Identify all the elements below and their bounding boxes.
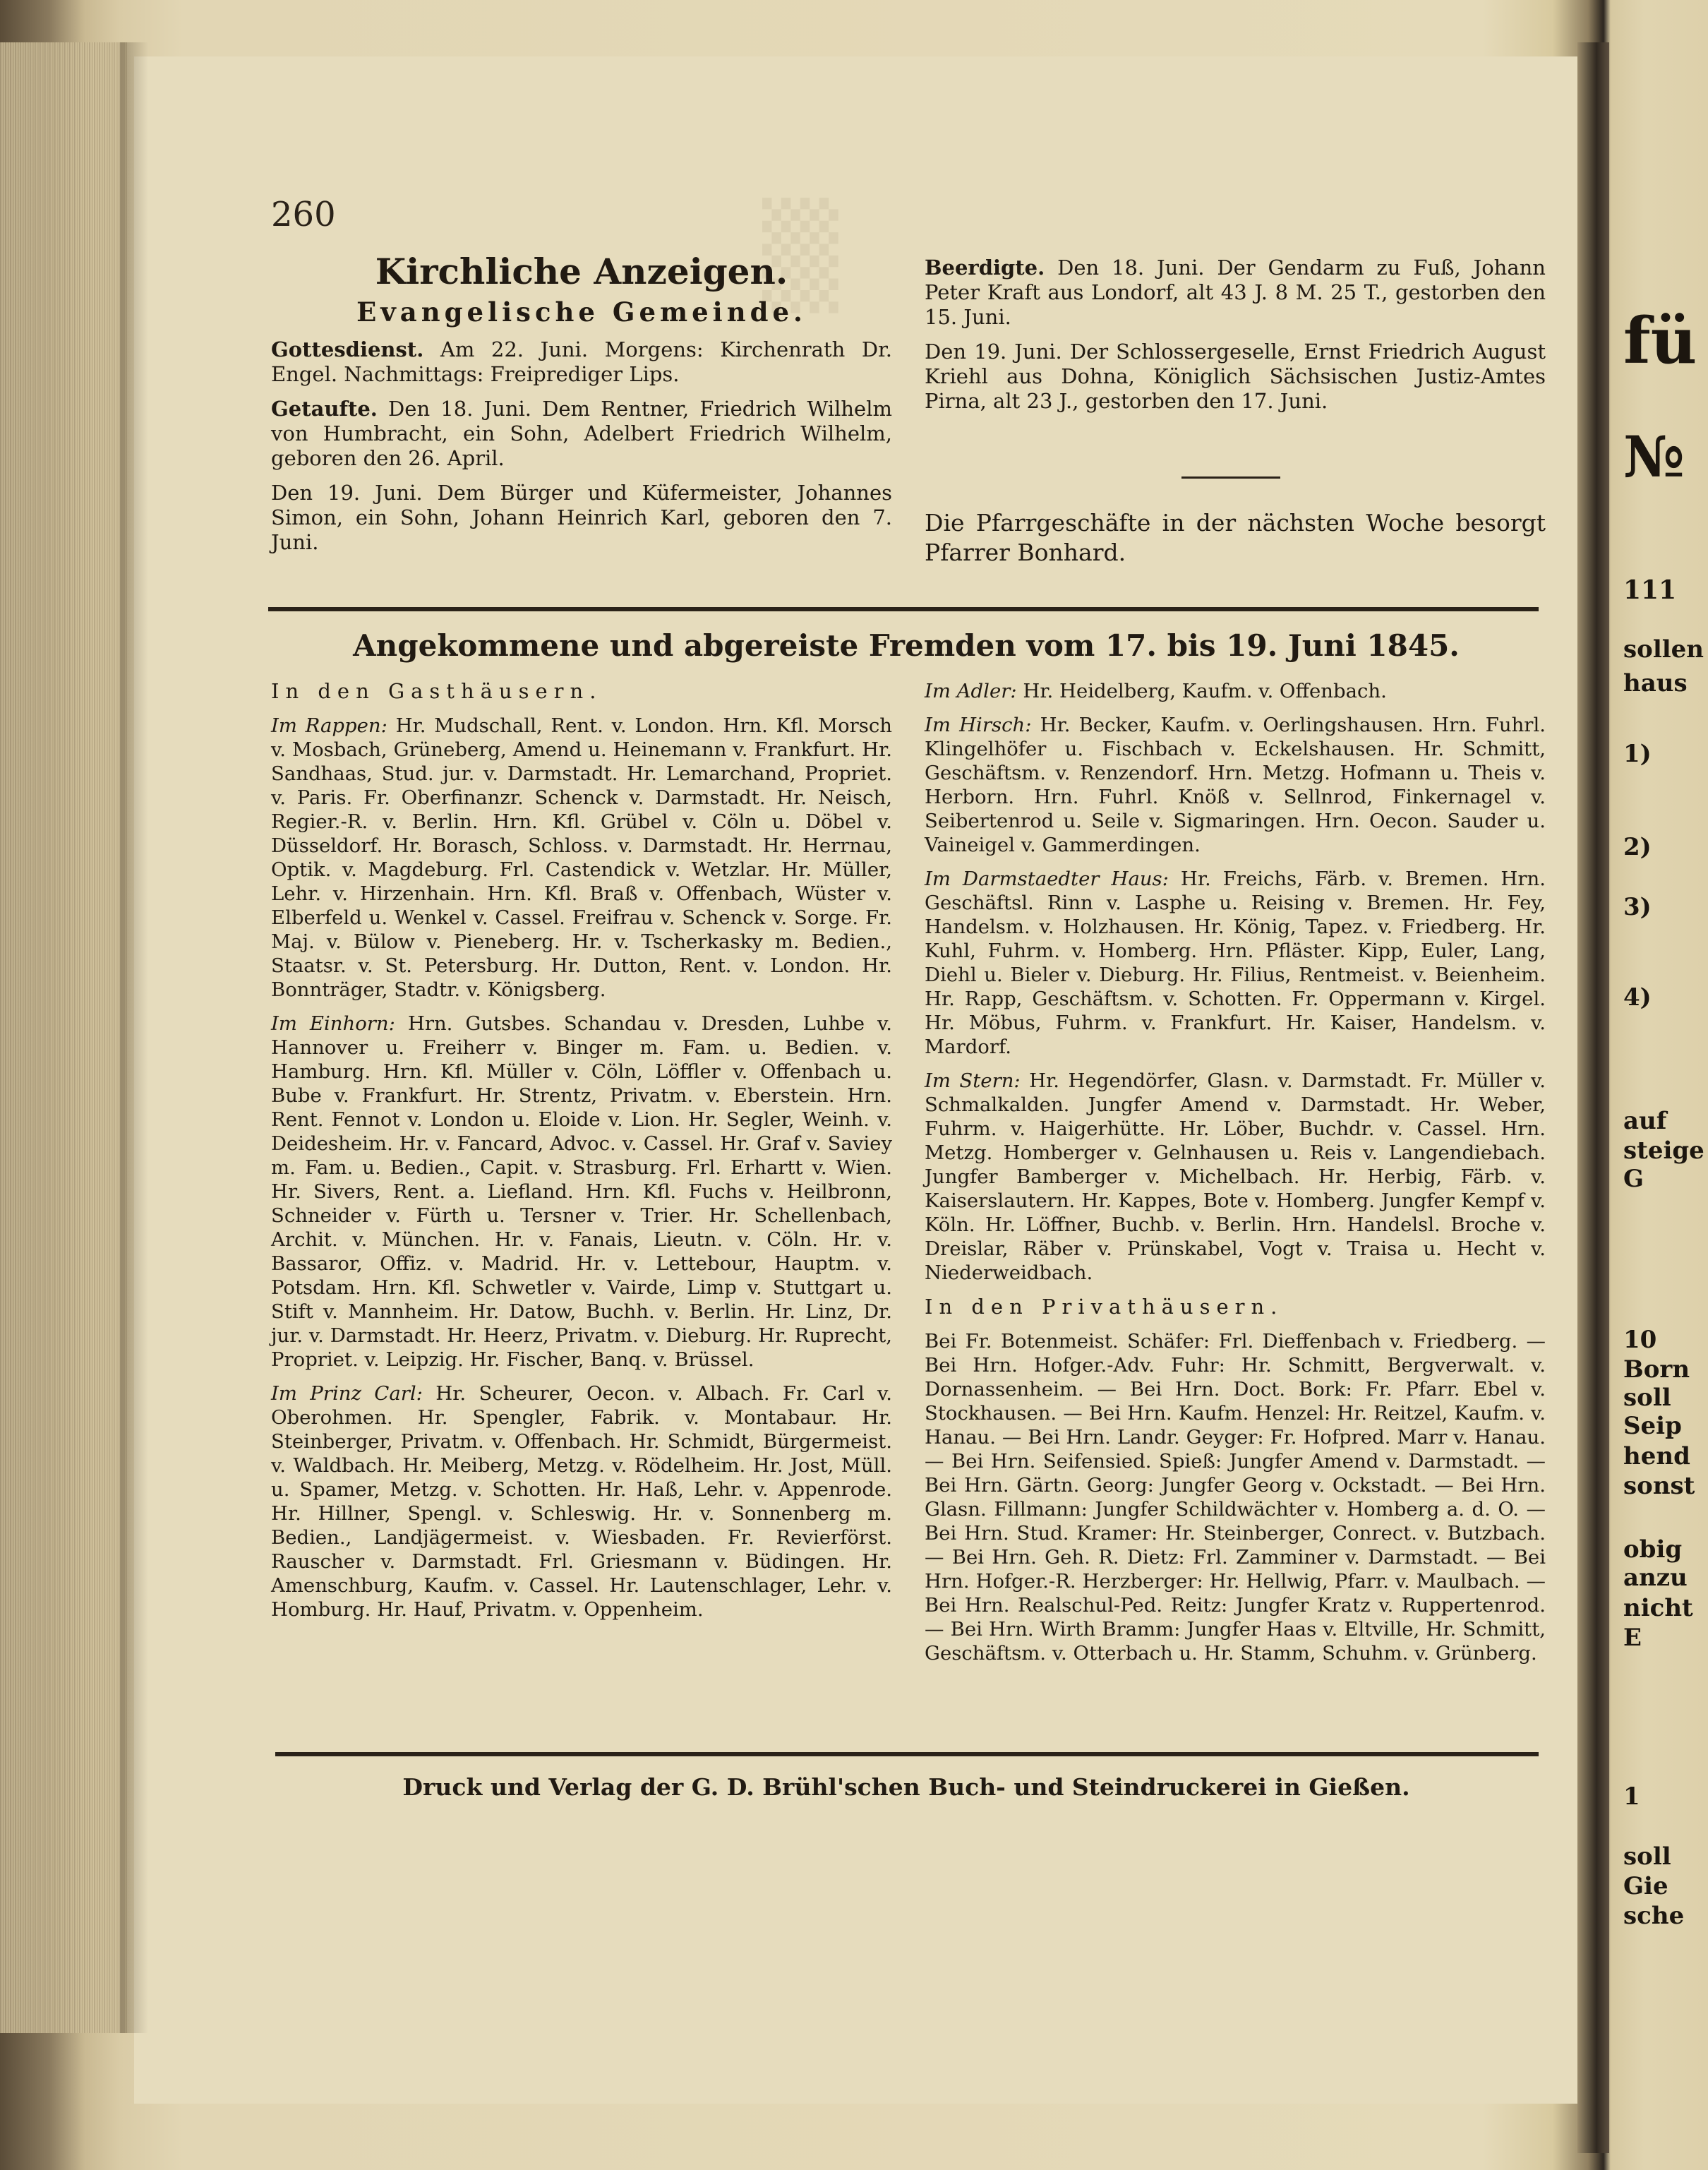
notice-paragraph bbox=[925, 256, 1546, 330]
facing-fragment: auf bbox=[1623, 1107, 1667, 1135]
hotel-guests: Hr. Heidelberg, Kaufm. v. Offenbach. bbox=[1016, 680, 1387, 702]
section-rule-left bbox=[268, 607, 939, 611]
facing-fragment: 111 bbox=[1623, 575, 1677, 605]
notice-lead: Gottesdienst. bbox=[271, 337, 424, 361]
facing-fragment: 1 bbox=[1623, 1782, 1640, 1811]
facing-fragment: soll bbox=[1623, 1842, 1671, 1871]
facing-fragment: sche bbox=[1623, 1902, 1685, 1930]
facing-fragment: soll bbox=[1623, 1384, 1671, 1412]
facing-fragment: anzu bbox=[1623, 1564, 1688, 1592]
facing-fragment: fü bbox=[1623, 304, 1697, 378]
hotel-name: Im Stern: bbox=[925, 1069, 1021, 1092]
facing-fragment: 3) bbox=[1623, 893, 1652, 921]
hotel-name: Im Prinz Carl: bbox=[271, 1382, 423, 1405]
pastor-note bbox=[925, 508, 1546, 577]
facing-fragment: steige bbox=[1623, 1137, 1704, 1165]
page-shadow bbox=[120, 42, 148, 2033]
church-notices-column bbox=[271, 251, 892, 565]
privathaeuser-heading: In den Privathäusern. bbox=[925, 1295, 1284, 1319]
short-divider bbox=[1181, 476, 1280, 479]
hotel-guests: Hr. Hegendörfer, Glasn. v. Darmstadt. Fr. Müller v. Schmalkalden. Jungfer Amend v. Darmstadt. Hr. Weber, Fuhrm. v. Haigerhütte. Hr. Löber, Buchdr. v. Cassel. Hrn. Metzg. Homberger v. Gelnhausen u. Reis v. Langendiebach. Jungfer Bamberger v. Michelbach. Hr. Herbig, Färb. v. Kaiserslautern. Hr. Kappes, Bote v. Homberg. Jungfer Kempf v. Köln. Hr. Löffner, Buchb. v. Berlin. Hrn. Handelsl. Broche v. Dreislar, Räber v. Prünskabel, Vogt v. Traisa u. Hecht v. Niederweidbach. bbox=[925, 1069, 1546, 1284]
facing-fragment: sonst bbox=[1623, 1472, 1695, 1500]
hotel-entry bbox=[925, 867, 1546, 1059]
notice-text: Den 18. Juni. Dem Rentner, Friedrich Wilhelm von Humbracht, ein Sohn, Adelbert Friedrich Wilhelm, geboren den 26. April. bbox=[271, 397, 892, 470]
fremden-right-column bbox=[925, 679, 1546, 1675]
facing-fragment: nicht bbox=[1623, 1594, 1693, 1622]
notice-paragraph bbox=[925, 340, 1546, 414]
facing-fragment: haus bbox=[1623, 669, 1688, 697]
hotel-entry bbox=[925, 679, 1546, 703]
facing-fragment: 10 bbox=[1623, 1326, 1657, 1354]
hotel-guests: Hr. Freichs, Färb. v. Bremen. Hrn. Geschäftsl. Rinn v. Lasphe u. Reising v. Bremen. Hr. Fey, Handelsm. v. Holzhausen. Hr. König, Tapez. v. Friedberg. Hr. Kuhl, Fuhrm. v. Homberg. Hrn. Pfläster. Kipp, Euler, Lang, Diehl u. Bieler v. Dieburg. Hr. Filius, Rentmeist. v. Beienheim. Hr. Rapp, Geschäftsm. v. Schotten. Fr. Oppermann v. Kirgel. Hr. Möbus, Fuhrm. v. Frankfurt. Hr. Kaiser, Handelsm. v. Mardorf. bbox=[925, 868, 1546, 1058]
hotel-name: Im Hirsch: bbox=[925, 714, 1032, 736]
facing-fragment: sollen bbox=[1623, 635, 1704, 664]
bleed-through-shadow: ▒ bbox=[762, 198, 838, 313]
hotel-name: Im Einhorn: bbox=[271, 1012, 395, 1035]
hotel-entry bbox=[271, 1012, 892, 1372]
section-rule-right bbox=[939, 607, 1539, 611]
gasthaeuser-heading: In den Gasthäusern. bbox=[271, 679, 603, 703]
facing-fragment: G bbox=[1623, 1165, 1644, 1193]
facing-fragment: 4) bbox=[1623, 983, 1652, 1012]
facing-fragment: E bbox=[1623, 1624, 1642, 1652]
facing-fragment: Born bbox=[1623, 1355, 1690, 1384]
facing-fragment: № bbox=[1623, 424, 1685, 490]
notice-paragraph bbox=[271, 337, 892, 387]
hotel-name: Im Adler: bbox=[925, 680, 1017, 702]
hotel-entry bbox=[271, 714, 892, 1002]
hotel-name: Im Rappen: bbox=[271, 714, 387, 737]
facing-fragment: Seip bbox=[1623, 1412, 1682, 1440]
pastor-note-text: Die Pfarrgeschäfte in der nächsten Woche besorgt Pfarrer Bonhard. bbox=[925, 509, 1546, 566]
facing-fragment: hend bbox=[1623, 1442, 1690, 1470]
hotel-guests: Hr. Scheurer, Oecon. v. Albach. Fr. Carl v. Oberohmen. Hr. Spengler, Fabrik. v. Montabaur. Hr. Steinberger, Privatm. v. Offenbach. Hr. Schmidt, Bürgermeist. v. Waldbach. Hr. Meiberg, Metzg. v. Rödelheim. Hr. Jost, Müll. u. Spamer, Metzg. v. Schotten. Hr. Haß, Lehr. v. Appenrode. Hr. Hillner, Spengl. v. Schleswig. Hr. v. Sonnenberg m. Bedien., Landjägermeist. v. Wiesbaden. Fr. Revierförst. Rauscher v. Darmstadt. Frl. Griesmann v. Büdingen. Hr. Amenschburg, Kaufm. v. Cassel. Hr. Lautenschlager, Lehr. v. Homburg. Hr. Hauf, Privatm. v. Oppenheim. bbox=[271, 1382, 892, 1621]
hotel-entry bbox=[925, 1069, 1546, 1285]
hotel-guests: Hr. Becker, Kaufm. v. Oerlingshausen. Hrn. Fuhrl. Klingelhöfer u. Fischbach v. Eckelshausen. Hr. Schmitt, Geschäftsm. v. Renzendorf. Hrn. Metzg. Hofmann u. Theis v. Herborn. Hrn. Fuhrl. Knöß v. Sellnrod, Finkernagel v. Seibertenrod u. Seile v. Sigmaringen. Hrn. Oecon. Sauder u. Vaineigel v. Gammerdingen. bbox=[925, 714, 1546, 856]
congregation-subheading: Evangelische Gemeinde. bbox=[356, 296, 807, 328]
notice-text: Den 19. Juni. Der Schlossergeselle, Ernst Friedrich August Kriehl aus Dohna, Königlich Sächsischen Justiz-Amtes Pirna, alt 23 J., gestorben den 17. Juni. bbox=[925, 340, 1546, 413]
facing-fragment: Gie bbox=[1623, 1872, 1668, 1900]
private-houses-text: Bei Fr. Botenmeist. Schäfer: Frl. Dieffenbach v. Friedberg. — Bei Hrn. Hofger.-Adv. Fuhr: Hr. Schmitt, Bergverwalt. v. Dornassenheim. — Bei Hrn. Doct. Bork: Fr. Pfarr. Ebel v. Stockhausen. — Bei Hrn. Kaufm. Henzel: Hr. Reitzel, Kaufm. v. Hanau. — Bei Hrn. Landr. Geyger: Fr. Hofpred. Marr v. Hanau. — Bei Hrn. Seifensied. Spieß: Jungfer Amend v. Darmstadt. — Bei Hrn. Gärtn. Georg: Jungfer Georg v. Ockstadt. — Bei Hrn. Glasn. Fillmann: Jungfer Schildwächter v. Homberg a. d. O. — Bei Hrn. Stud. Kramer: Hr. Steinberger, Conrect. v. Butzbach. — Bei Hrn. Geh. R. Dietz: Frl. Zamminer v. Darmstadt. — Bei Hrn. Hofger.-R. Herzberger: Hr. Hellwig, Pfarr. v. Maulbach. — Bei Hrn. Realschul-Ped. Reitz: Jungfer Kratz v. Ruppertenrod. — Bei Hrn. Wirth Bramm: Jungfer Haas v. Eltville, Hr. Schmitt, Geschäftsm. v. Otterbach u. Hr. Stamm, Schuhm. v. Grünberg. bbox=[925, 1330, 1546, 1665]
fremden-title: Angekommene und abgereiste Fremden vom 17. bis 19. Juni 1845. bbox=[353, 628, 1460, 663]
hotel-entry bbox=[271, 1381, 892, 1621]
notice-text: Den 18. Juni. Der Gendarm zu Fuß, Johann Peter Kraft aus Londorf, alt 43 J. 8 M. 25 T., gestorben den 15. Juni. bbox=[925, 256, 1546, 329]
book-gutter bbox=[1577, 42, 1609, 2153]
notice-lead: Getaufte. bbox=[271, 397, 378, 421]
page-number: 260 bbox=[271, 195, 336, 234]
fremden-left-column bbox=[271, 679, 892, 1631]
facing-fragment: 1) bbox=[1623, 740, 1652, 768]
facing-fragment: 2) bbox=[1623, 833, 1652, 861]
church-notices-heading: Kirchliche Anzeigen. bbox=[375, 251, 788, 292]
bottom-rule bbox=[275, 1752, 1539, 1756]
hotel-guests: Hrn. Gutsbes. Schandau v. Dresden, Luhbe v. Hannover u. Freiherr v. Binger m. Fam. u. Bedien. v. Hamburg. Hrn. Kfl. Müller v. Cöln, Löffler v. Offenbach u. Bube v. Frankfurt. Hr. Strentz, Privatm. v. Eberstein. Hrn. Rent. Fennot v. London u. Eloide v. Lion. Hr. Segler, Weinh. v. Deidesheim. Hr. v. Fancard, Advoc. v. Cassel. Hr. Graf v. Saviey m. Fam. u. Bedien., Capit. v. Strasburg. Frl. Erhartt v. Wien. Hr. Sivers, Rent. a. Liefland. Hrn. Kfl. Fuchs v. Heilbronn, Schneider v. Fürth u. Tersner v. Trier. Hr. Schellenbach, Archit. v. München. Hr. v. Fanais, Lieutn. v. Cöln. Hr. v. Bassaror, Offiz. v. Madrid. Hr. v. Lettebour, Hauptm. v. Potsdam. Hrn. Kfl. Schwetler v. Vairde, Limp v. Stuttgart u. Stift v. Mannheim. Hr. Datow, Buchh. v. Berlin. Hr. Linz, Dr. jur. v. Darmstadt. Hr. Heerz, Privatm. v. Dieburg. Hr. Ruprecht, Propriet. v. Leipzig. Hr. Fischer, Banq. v. Brüssel. bbox=[271, 1012, 892, 1371]
notice-text: Den 19. Juni. Dem Bürger und Küfermeister, Johannes Simon, ein Sohn, Johann Heinrich Karl, geboren den 7. Juni. bbox=[271, 481, 892, 554]
hotel-entry bbox=[925, 713, 1546, 857]
notice-lead: Beerdigte. bbox=[925, 256, 1045, 280]
notice-paragraph bbox=[271, 397, 892, 471]
burials-column bbox=[925, 256, 1546, 424]
facing-page-fragments bbox=[1623, 0, 1708, 2170]
hotel-name: Im Darmstaedter Haus: bbox=[925, 868, 1169, 890]
printer-colophon: Druck und Verlag der G. D. Brühl'schen Buch- und Steindruckerei in Gießen. bbox=[402, 1773, 1410, 1801]
book-page-edges bbox=[0, 42, 127, 2033]
hotel-guests: Hr. Mudschall, Rent. v. London. Hrn. Kfl. Morsch v. Mosbach, Grüneberg, Amend u. Heinemann v. Frankfurt. Hr. Sandhaas, Stud. jur. v. Darmstadt. Hr. Lemarchand, Propriet. v. Paris. Fr. Oberfinanzr. Schenck v. Darmstadt. Hr. Neisch, Regier.-R. v. Berlin. Hrn. Kfl. Grübel v. Cöln u. Döbel v. Düsseldorf. Hr. Borasch, Schloss. v. Darmstadt. Hr. Herrnau, Optik. v. Magdeburg. Frl. Castendick v. Wetzlar. Hr. Müller, Lehr. v. Hirzenhain. Hrn. Kfl. Braß v. Offenbach, Wüster v. Elberfeld u. Wenkel v. Cassel. Freifrau v. Schenck v. Sorge. Fr. Maj. v. Bülow v. Pieneberg. Hr. v. Tscherkasky m. Bedien., Staatsr. v. St. Petersburg. Hr. Dutton, Rent. v. London. Hr. Bonnträger, Stadtr. v. Königsberg. bbox=[271, 714, 892, 1001]
facing-fragment: obig bbox=[1623, 1535, 1683, 1564]
notice-paragraph bbox=[271, 481, 892, 555]
notice-text: Am 22. Juni. Morgens: Kirchenrath Dr. Engel. Nachmittags: Freiprediger Lips. bbox=[271, 337, 892, 386]
